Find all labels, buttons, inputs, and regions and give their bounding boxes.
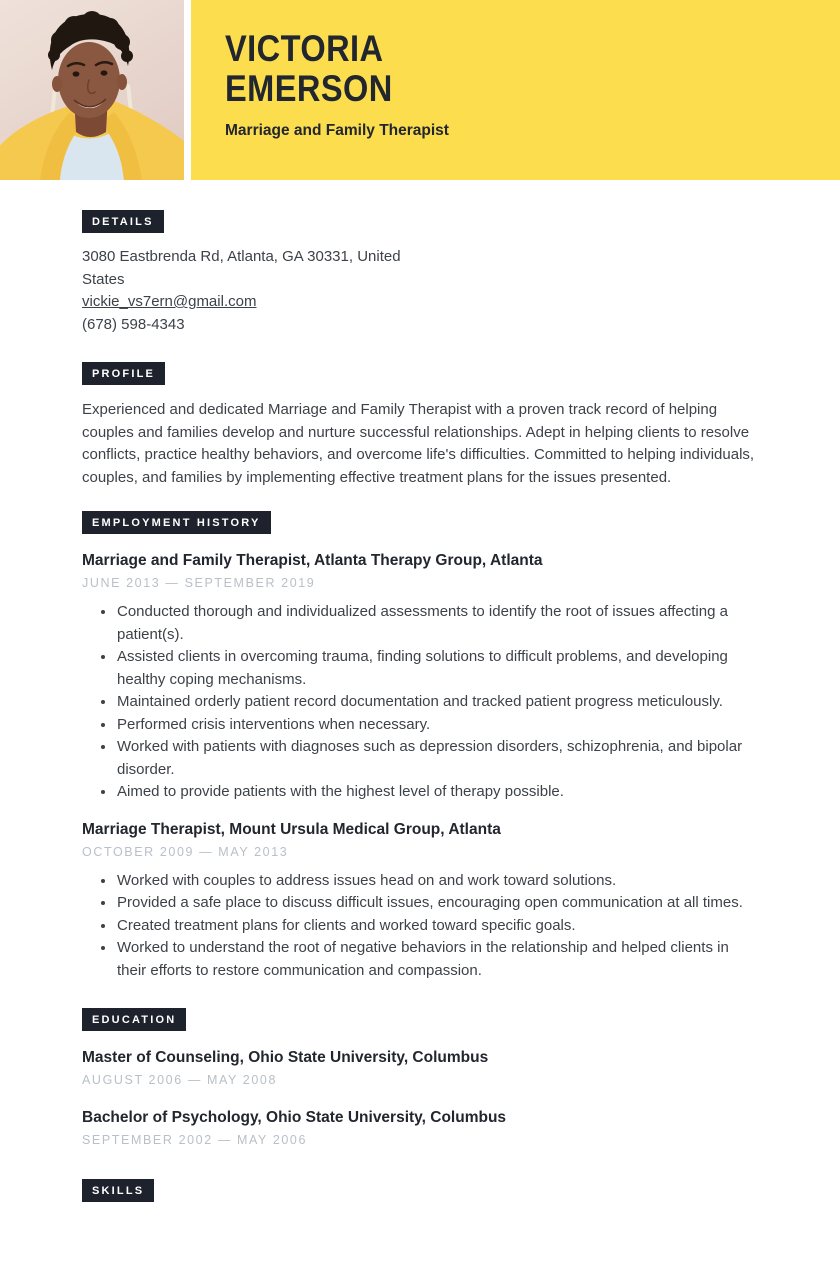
job-bullet: • Conducted thorough and individualized assessments to identify the root of issues affecting a patient(s).: [116, 601, 762, 646]
resume-header: [0, 0, 840, 180]
profile-photo: [0, 0, 184, 180]
job-bullet-list: [82, 601, 762, 804]
details-section-label: DETAILS: [82, 210, 164, 233]
job-bullet: • Created treatment plans for clients and worked toward specific goals.: [116, 915, 762, 938]
name-first: VICTORIA: [225, 28, 384, 69]
email-link[interactable]: vickie_vs7ern@gmail.com: [82, 293, 257, 310]
job-dates: JUNE 2013 — SEPTEMBER 2019: [82, 576, 316, 590]
section-skills: [82, 1179, 762, 1202]
skills-section-label: SKILLS: [82, 1179, 154, 1202]
job-bullet: • Assisted clients in overcoming trauma, finding solutions to difficult problems, and developing healthy coping mechanisms.: [116, 646, 762, 691]
job-title: Marriage and Family Therapist, Atlanta Therapy Group, Atlanta: [82, 552, 543, 569]
job-dates: OCTOBER 2009 — MAY 2013: [82, 844, 289, 859]
profile-summary-text: Experienced and dedicated Marriage and Family Therapist with a proven track record of helping couples and families develop and nurture successful relationships. Adept in helping clients to resolve conflicts, practice healthy behaviors, and overcome life's difficulties. Committed to helping individuals, couples, and families by implementing effective treatment plans for the issues presented.: [82, 401, 755, 486]
education-title: Bachelor of Psychology, Ohio State University, Columbus: [82, 1109, 507, 1126]
header-divider-gap: [184, 0, 191, 180]
phone-text: (678) 598-4343: [82, 315, 185, 333]
section-profile: [82, 362, 762, 489]
contact-block: [82, 246, 762, 336]
portrait-illustration: [0, 0, 184, 180]
address-text: 3080 Eastbrenda Rd, Atlanta, GA 30331, United States: [82, 248, 401, 288]
job-bullet: • Aimed to provide patients with the highest level of therapy possible.: [116, 781, 762, 804]
job-bullet: • Maintained orderly patient record documentation and tracked patient progress meticulously.: [116, 691, 762, 714]
job-title: Marriage Therapist, Mount Ursula Medical Group, Atlanta: [82, 820, 501, 838]
education-dates: SEPTEMBER 2002 — MAY 2006: [82, 1133, 308, 1147]
job-bullet-list: [82, 870, 762, 983]
resume-body: [0, 210, 840, 1262]
education-section-label: EDUCATION: [82, 1008, 186, 1031]
job-entry: [82, 819, 762, 983]
profile-section-label: PROFILE: [82, 362, 165, 385]
section-education: [82, 1008, 762, 1147]
job-bullet: • Performed crisis interventions when necessary.: [116, 714, 762, 737]
job-bullet: • Worked with couples to address issues head on and work toward solutions.: [116, 870, 762, 893]
education-entry: [82, 1107, 762, 1147]
job-title-subtitle: Marriage and Family Therapist: [225, 122, 449, 139]
education-dates: AUGUST 2006 — MAY 2008: [82, 1073, 278, 1087]
section-employment-history: [82, 511, 762, 982]
section-details: [82, 210, 762, 336]
job-entry: [82, 550, 762, 804]
header-yellow-band: [191, 0, 840, 180]
education-entry: [82, 1047, 762, 1087]
education-title: Master of Counseling, Ohio State University, Columbus: [82, 1049, 489, 1066]
employment-section-label: EMPLOYMENT HISTORY: [82, 511, 271, 534]
job-bullet: • Provided a safe place to discuss difficult issues, encouraging open communication at all times.: [116, 892, 762, 915]
job-bullet: • Worked with patients with diagnoses such as depression disorders, schizophrenia, and bipolar disorder.: [116, 736, 762, 781]
name-last: EMERSON: [225, 68, 393, 109]
job-bullet: • Worked to understand the root of negative behaviors in the relationship and helped clients in their efforts to restore communication and compassion.: [116, 937, 762, 982]
